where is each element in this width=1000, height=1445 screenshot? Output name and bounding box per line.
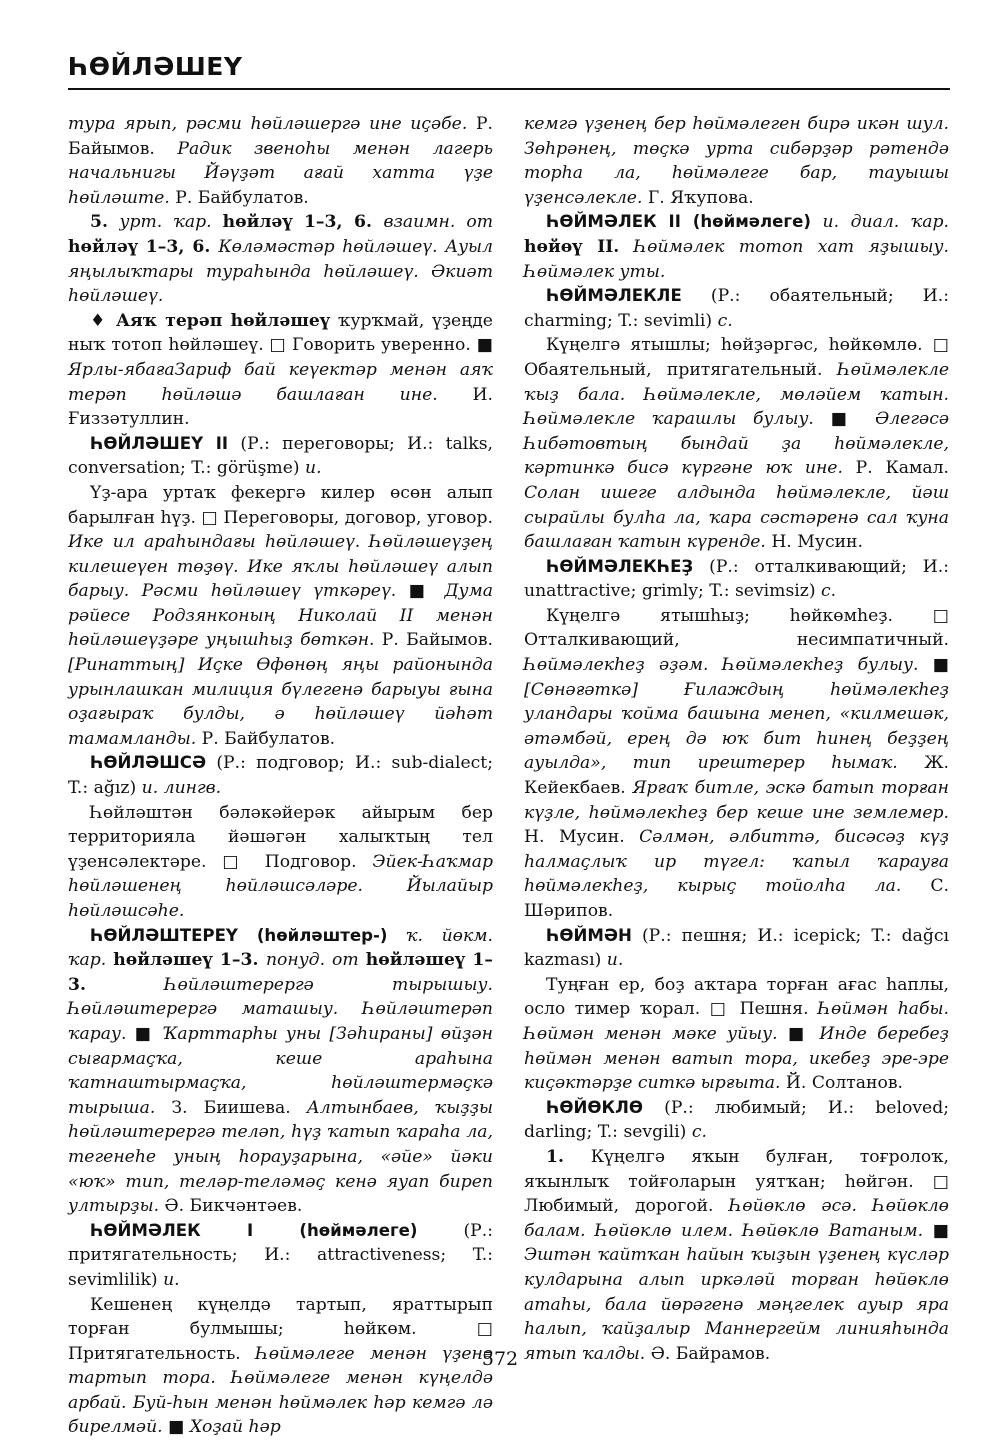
text-segment: һөйләү 1–3, 6. xyxy=(68,236,219,257)
text-segment: З. Биишева. xyxy=(155,1097,307,1118)
text-segment: Алтынбаев, ҡыҙҙы һөйләштерергә теләп, һүҙ ҡатып ҡараһа ла, тегенеһе уның һорауҙарына, «әйе» йәки «юҡ» тип, теләр-теләмәҫ кенә яуап биреп ултырҙы. xyxy=(68,1097,493,1217)
text-segment: ♦ Аяҡ терәп һөйләшеү xyxy=(90,310,339,331)
text-segment: ■ xyxy=(162,1417,190,1438)
continued-paragraph xyxy=(68,112,493,210)
text-segment: Сәлмән, әлбиттә, бисәсәҙ күҙ һалмаҫлыҡ ир түгел: ҡапыл ҡарауға һөймәлекһеҙ, кырыҫ тойолһа ла. xyxy=(524,827,949,897)
headword: ҺӨЙМӘЛЕКЛЕ xyxy=(546,286,682,306)
headword: ҺӨЙМӘЛЕК I (һөймәлеге) xyxy=(90,1220,418,1240)
text-segment: Радик звеноһы менән лагерь начальнигы Йәүҙәт ағай хатта үҙе һөйләште. xyxy=(68,138,494,208)
text-segment: Эштән ҡайтҡан һайын ҡыҙын үҙенең күсләр кулдарына алып иркәләй торған һөйөклө атаһы, бала йөрәгенә мәңгелек ауыр яра һалып, ҡайҙалыр Маннергейм линияһында ятып ҡалды. xyxy=(524,1245,949,1364)
text-segment: Әлегәсә Һибәтовтың бындай ҙа һөймәлекле, кәртинкә бисә күргәне юҡ ине. xyxy=(524,409,950,479)
text-segment: Һөймәлеге менән үҙенә тартып тора. Һөймәлеге менән күңелдә арбай. Буй-һын менән һөймәлек һәр кемгә лә бирелмәй. xyxy=(68,1343,493,1438)
left-column xyxy=(68,112,493,1440)
text-segment: ■ xyxy=(396,581,445,602)
text-segment: Ике ил араһындағы һөйләшеү. Һөйләшеүҙең килешеүен төҙөү. Ике яҡлы һөйләшеү алып барыу. Рәсми һөйләшеү үткәреү. xyxy=(68,532,493,602)
text-segment: понуд. от xyxy=(265,950,366,971)
dictionary-paragraph xyxy=(524,333,949,554)
text-segment: (Р.: любимый; И.: beloved; darling; T.: sevgili) xyxy=(524,1097,949,1143)
text-segment: ■ xyxy=(918,655,950,676)
dictionary-paragraph xyxy=(524,973,949,1096)
text-segment: Г. Яҡупова. xyxy=(642,187,754,208)
headword: ҺӨЙМӘН xyxy=(546,925,632,945)
text-segment: Ярлы-ябағаЗариф бай кеүектәр менән аяҡ терәп һөйләшә башлаған ине. xyxy=(68,359,493,405)
text-segment: (Р.: подговор; И.: sub-dialect; T.: ağız) xyxy=(68,753,493,799)
dictionary-paragraph xyxy=(524,555,949,604)
text-segment: С. Шәрипов. xyxy=(524,876,950,921)
text-segment: урт. ҡар. xyxy=(119,212,223,233)
text-segment: Эйек-Һаҡмар һөйләшенең һөйләшсәләре. Йылайыр һөйләшсәһе. xyxy=(68,851,493,921)
text-segment: Үҙ-ара уртаҡ фекергә килер өсөн алып барылған һүҙ. □ Переговоры, договор, уговор. xyxy=(68,482,493,528)
text-segment: Күңелгә яҡын булған, тоғролоҡ, яҡынлыҡ тойғоларын уятҡан; һөйгән. □ Любимый, дорогой. xyxy=(524,1146,949,1217)
headword: ҺӨЙЛӘШТЕРЕҮ (һөйләштер-) xyxy=(90,925,388,945)
dictionary-paragraph xyxy=(68,210,493,308)
text-segment: (Р.: притягательность; И.: attractiveness; T.: sevimlilik) xyxy=(68,1220,493,1290)
text-segment: от xyxy=(466,212,493,233)
text-segment: Һөймән һабы. Һөймән менән мәке уйыу. xyxy=(524,999,949,1044)
text-segment: Н. Мусин. xyxy=(524,827,640,848)
text-segment: Солан ишеге алдында һөймәлекле, йәш сырайлы булһа ла, ҡара сәстәренә сал ҡуна башлаған ҡатын күренде. xyxy=(524,482,949,553)
text-segment: и. лингв. xyxy=(141,778,222,799)
text-segment: ҡ. йөкм. ҡар. xyxy=(68,925,493,971)
text-segment: ■ xyxy=(777,1023,820,1044)
text-segment: Дума рәйесе Родзянконың Николай II менән һөйләшеүҙәре уңышһыҙ бөткән. xyxy=(68,581,493,651)
dictionary-paragraph xyxy=(524,210,949,284)
dictionary-paragraph xyxy=(68,751,493,800)
text-segment: Р. Байбулатов. xyxy=(196,728,336,749)
dictionary-paragraph xyxy=(524,1145,949,1366)
right-column xyxy=(524,112,949,1366)
text-segment: Ә. Байрамов. xyxy=(645,1343,771,1364)
headword: ҺӨЙЛӘШЕҮ II xyxy=(90,433,229,453)
text-segment: Р. Камал. xyxy=(842,458,949,479)
text-segment: ■ xyxy=(126,1023,163,1044)
headword: ҺӨЙМӘЛЕК II (һөймәлеге) xyxy=(546,212,811,232)
text-segment: с. xyxy=(691,1122,707,1143)
continued-paragraph xyxy=(524,112,949,210)
text-segment: 1. xyxy=(546,1146,591,1167)
text-segment: и. xyxy=(163,1269,180,1290)
text-segment: (Р.: отталкивающий; И.: unattractive; grimly; T.: sevimsiz) xyxy=(524,556,949,602)
text-segment: Кешенең күңелдә тартып, яраттырып торған булмышы; һөйкөм. □ Притягательность. xyxy=(68,1294,493,1364)
text-segment: с. xyxy=(821,581,837,602)
text-segment: [Сөнәғәткә] Ғилаждың һөймәлекһеҙ уландары ҡойма башына менеп, «килмешәк, әтәмбәй, ерең дә юҡ бит һинең беҙҙең ауылда», тип ирештерер һымаҡ. xyxy=(524,679,949,774)
dictionary-paragraph xyxy=(68,1219,493,1293)
text-segment: (Р.: переговоры; И.: talks, conversation; T.: görüşme) xyxy=(68,433,493,479)
running-head: ҺӨЙЛӘШЕҮ xyxy=(68,52,243,81)
text-segment: И. Ғиззәтуллин. xyxy=(68,384,493,430)
text-segment: һөйләү 1–3, 6. xyxy=(222,212,384,233)
text-segment: (Р.: пешня; И.: icepick; T.: dağcı kazması) xyxy=(524,925,949,971)
text-segment: Н. Мусин. xyxy=(765,532,863,553)
headword: ҺӨЙӨКЛӨ xyxy=(546,1097,643,1117)
text-segment: Ж. Кейекбаев. xyxy=(524,753,949,799)
text-segment: ■ xyxy=(476,335,493,356)
dictionary-paragraph xyxy=(68,801,493,924)
text-segment: Инде беребеҙ һөймән менән ватып тора, икебеҙ эре-эре киҫәктәрҙе ситкә ырғыта. xyxy=(524,1023,949,1094)
header-rule xyxy=(68,88,950,90)
text-segment: Хоҙай һәр xyxy=(189,1417,281,1438)
text-segment: Һөймәлек тотоп хат яҙышыу. Һөймәлек уты. xyxy=(524,236,949,282)
text-segment: Й. Солтанов. xyxy=(780,1073,903,1094)
text-segment: и. xyxy=(305,458,322,479)
text-segment: ■ xyxy=(923,1220,949,1241)
text-segment: һөйөү II. xyxy=(524,236,635,257)
headword: ҺӨЙЛӘШСӘ xyxy=(90,753,207,773)
page-number: 572 xyxy=(481,1348,519,1370)
text-segment: һөйләшеү 1–3. xyxy=(68,950,493,995)
dictionary-paragraph xyxy=(68,432,493,481)
text-segment: Һөйләштән бәләкәйерәк айырым бер территорияла йәшәгән халыҡтың тел үҙенсәлектәре. □ Подговор. xyxy=(68,802,493,872)
text-segment: взаимн. xyxy=(383,212,467,233)
text-segment: Һөйләштерергә тырышыу. Һөйләштерергә маташыу. Һөйләштерәп ҡарау. xyxy=(68,974,493,1044)
text-segment: и. диал. ҡар. xyxy=(810,212,949,233)
text-segment: һөйләшеү 1–3. xyxy=(113,950,266,971)
text-segment: ҡурҡмай, үҙеңде ныҡ тотоп һөйләшеү. □ Говорить уверенно. xyxy=(68,310,493,356)
headword: ҺӨЙМӘЛЕКҺЕҘ xyxy=(546,556,694,576)
text-segment: Көләмәстәр һөйләшеү. Ауыл яңылыҡтары тураһында һөйләшеү. Әкиәт һөйләшеү. xyxy=(68,236,493,307)
text-segment: Ә. Бикчәнтәев. xyxy=(159,1196,303,1217)
text-segment: Р. Байымов. xyxy=(68,114,493,159)
text-segment: Р. Байбулатов. xyxy=(169,187,309,208)
dictionary-paragraph xyxy=(68,924,493,1219)
dictionary-paragraph xyxy=(68,481,493,752)
text-segment: Күңелгә ятышһыҙ; һөйкөмһеҙ. □ Отталкивающий, несимпатичный. xyxy=(524,605,949,651)
dictionary-paragraph xyxy=(524,284,949,333)
text-segment: тура ярып, рәсми һөйләшергә ине иҫәбе. xyxy=(68,114,468,134)
text-segment: 5. xyxy=(90,212,120,233)
text-segment: с. xyxy=(717,310,733,331)
dictionary-paragraph xyxy=(68,309,493,432)
text-segment: Ҡарттарһы уны [Зәһираны] өйҙән сығармаҫҡа, кеше араһына ҡатнаштырмаҫҡа, һөйләштермәҫкә тырыша. xyxy=(68,1023,493,1118)
dictionary-paragraph xyxy=(524,604,949,924)
text-segment: Һөйөклө әсә. Һөйөклө балам. Һөйөклө илем. Һөйөклө Ватаным. xyxy=(524,1196,949,1241)
text-segment: [Ринаттың] Иҫке Өфөнөң яңы районында урынлашкан милиция бүлегенә барыуы ғына оҙағыраҡ булды, ә һөйләшеү йәһәт тамамланды. xyxy=(68,655,493,749)
text-segment: Туңған ер, боҙ аҡтара торған ағас һаплы, осло тимер ҡорал. □ Пешня. xyxy=(524,974,949,1020)
text-segment: Р. Байымов. xyxy=(374,630,493,651)
text-segment: Күңелгә ятышлы; һөйҙәргәс, һөйкөмлө. □ Обаятельный, притягательный. xyxy=(524,335,949,380)
text-segment: и. xyxy=(606,950,624,971)
text-segment: ■ xyxy=(813,409,876,430)
text-segment: кемгә үҙенең бер һөймәлеген бирә икән шул. Зөһрәнең, төҫкә урта сибәрҙәр рәтендә торһа ла, һөймәлеге бар, тауышы үҙенсәлекле. xyxy=(524,114,949,208)
text-segment: (Р.: обаятельный; И.: charming; T.: sevimli) xyxy=(524,286,949,331)
text-segment: Ярғаҡ битле, эскә батып торған күҙле, һөймәлекһеҙ бер кеше ине землемер. xyxy=(524,778,949,823)
dictionary-paragraph xyxy=(524,924,949,973)
dictionary-paragraph xyxy=(524,1096,949,1145)
text-segment: Һөймәлекһеҙ әҙәм. Һөймәлекһеҙ булыу. xyxy=(524,655,919,676)
text-segment: Һөймәлекле ҡыҙ бала. Һөймәлекле, мөләйем ҡатын. Һөймәлекле ҡарашлы булыу. xyxy=(524,359,949,430)
